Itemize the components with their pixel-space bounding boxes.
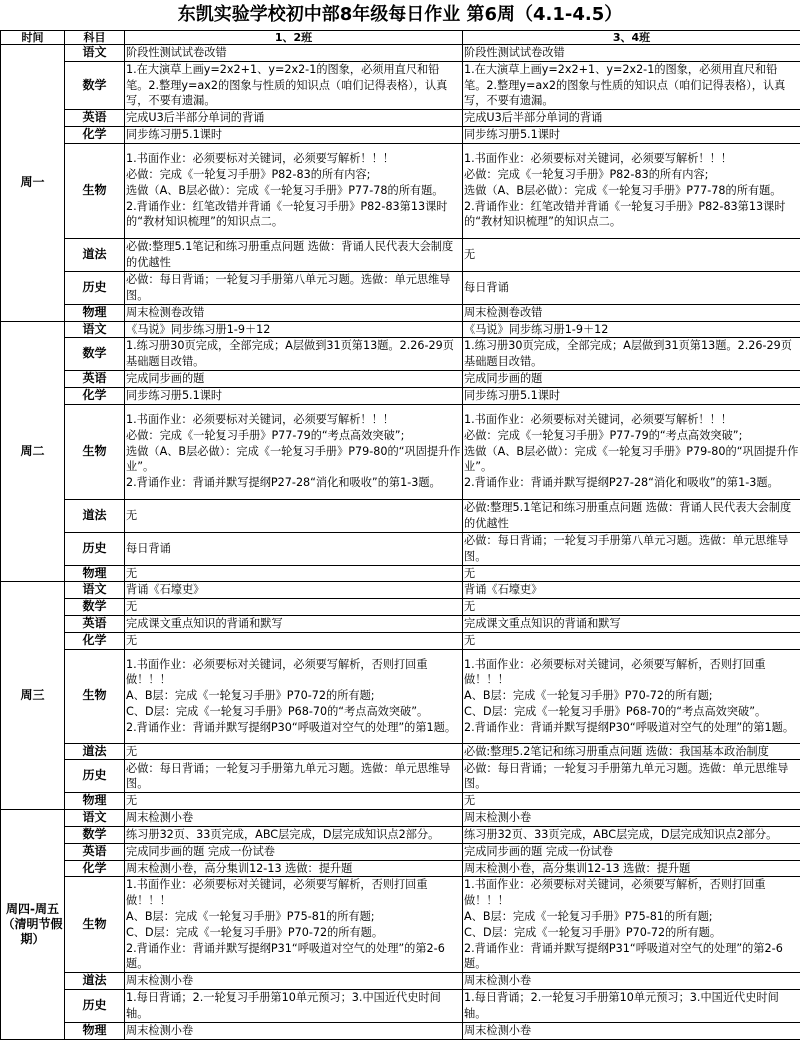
homework-class-1-2: 同步练习册5.1课时 [125, 387, 463, 404]
table-row [1, 826, 800, 843]
homework-class-3-4: 完成U3后半部分单词的背诵 [463, 110, 800, 127]
homework-class-3-4: 1.在大演草上画y=2x2+1、y=2x2-1的图象，必须用直尺和铅笔。2.整理y=ax2的图象与性质的知识点（咱们记得表格），认真写，不要有遗漏。 [463, 61, 800, 109]
table-row [1, 743, 800, 760]
subject-cell: 历史 [65, 532, 125, 565]
homework-class-1-2: 1.每日背诵；2.一轮复习手册第10单元预习；3.中国近代史时间轴。 [125, 989, 463, 1022]
homework-class-3-4: 同步练习册5.1课时 [463, 387, 800, 404]
subject-cell: 化学 [65, 860, 125, 877]
homework-class-1-2: 完成U3后半部分单词的背诵 [125, 110, 463, 127]
homework-class-1-2: 1.书面作业：必须要标对关键词，必须要写解析，否则打回重做！！！ A、B层：完成《一轮复习手册》P70-72的所有题; C、D层：完成《一轮复习手册》P68-70的“考点高效突破”。 2.背诵作业：背诵并默写提纲P30“呼吸道对空气的处理”的第1题。 [125, 649, 463, 743]
table-row [1, 860, 800, 877]
subject-cell: 化学 [65, 387, 125, 404]
homework-class-3-4: 每日背诵 [463, 271, 800, 304]
homework-class-1-2: 周末检测小卷 [125, 810, 463, 827]
homework-class-3-4: 1.练习册30页完成，全部完成；A层做到31页第13题。2.26-29页基础题目改错。 [463, 338, 800, 371]
homework-class-3-4: 无 [463, 238, 800, 271]
homework-class-1-2: 周末检测小卷，高分集训12-13 选做：提升题 [125, 860, 463, 877]
homework-class-3-4: 完成同步画的题 完成一份试卷 [463, 843, 800, 860]
page-title: 东凯实验学校初中部8年级每日作业 第6周（4.1-4.5） [0, 0, 800, 30]
homework-class-3-4: 周末检测卷改错 [463, 304, 800, 321]
header-class-1-2: 1、2班 [125, 31, 463, 45]
homework-class-1-2: 1.书面作业：必须要标对关键词，必须要写解析，否则打回重做！！！ A、B层：完成《一轮复习手册》P75-81的所有题; C、D层：完成《一轮复习手册》P70-72的所有题。 2.背诵作业：背诵并默写提纲P31“呼吸道对空气的处理”的第2-6题。 [125, 877, 463, 973]
homework-class-3-4: 周末检测小卷 [463, 810, 800, 827]
table-row [1, 810, 800, 827]
subject-cell: 道法 [65, 743, 125, 760]
subject-cell: 数学 [65, 61, 125, 109]
homework-class-1-2: 阶段性测试试卷改错 [125, 45, 463, 62]
subject-cell: 英语 [65, 615, 125, 632]
homework-class-1-2: 无 [125, 499, 463, 532]
homework-class-3-4: 完成课文重点知识的背诵和默写 [463, 615, 800, 632]
subject-cell: 物理 [65, 565, 125, 582]
table-row [1, 387, 800, 404]
header-subject: 科目 [65, 31, 125, 45]
homework-class-3-4: 《马说》同步练习册1-9＋12 [463, 321, 800, 338]
homework-class-3-4: 必做:整理5.2笔记和练习册重点问题 选做：我国基本政治制度 [463, 743, 800, 760]
subject-cell: 英语 [65, 843, 125, 860]
table-row [1, 271, 800, 304]
subject-cell: 英语 [65, 370, 125, 387]
table-row [1, 973, 800, 990]
table-row [1, 989, 800, 1022]
table-row [1, 338, 800, 371]
subject-cell: 历史 [65, 760, 125, 793]
table-row [1, 877, 800, 973]
homework-class-1-2: 无 [125, 565, 463, 582]
subject-cell: 生物 [65, 404, 125, 499]
homework-class-1-2: 无 [125, 793, 463, 810]
table-row [1, 499, 800, 532]
homework-class-1-2: 同步练习册5.1课时 [125, 126, 463, 143]
homework-class-1-2: 练习册32页、33页完成，ABC层完成，D层完成知识点2部分。 [125, 826, 463, 843]
table-row [1, 404, 800, 499]
homework-class-3-4: 必做：每日背诵；一轮复习手册第八单元习题。选做：单元思维导图。 [463, 532, 800, 565]
table-row [1, 615, 800, 632]
homework-class-1-2: 背诵《石壕吏》 [125, 582, 463, 599]
homework-body [1, 45, 800, 1040]
subject-cell: 历史 [65, 989, 125, 1022]
homework-class-3-4: 无 [463, 599, 800, 616]
homework-class-1-2: 周末检测小卷 [125, 1022, 463, 1039]
homework-class-1-2: 《马说》同步练习册1-9＋12 [125, 321, 463, 338]
table-row [1, 793, 800, 810]
subject-cell: 数学 [65, 599, 125, 616]
homework-class-1-2: 1.在大演草上画y=2x2+1、y=2x2-1的图象，必须用直尺和铅笔。2.整理y=ax2的图象与性质的知识点（咱们记得表格），认真写，不要有遗漏。 [125, 61, 463, 109]
subject-cell: 道法 [65, 499, 125, 532]
table-row [1, 238, 800, 271]
homework-class-3-4: 练习册32页、33页完成，ABC层完成，D层完成知识点2部分。 [463, 826, 800, 843]
table-row [1, 599, 800, 616]
table-row [1, 45, 800, 62]
table-row [1, 304, 800, 321]
homework-class-3-4: 无 [463, 632, 800, 649]
subject-cell: 化学 [65, 126, 125, 143]
homework-class-1-2: 每日背诵 [125, 532, 463, 565]
homework-class-1-2: 完成同步画的题 完成一份试卷 [125, 843, 463, 860]
homework-class-3-4: 1.书面作业：必须要标对关键词，必须要写解析！！！ 必做：完成《一轮复习手册》P77-79的“考点高效突破”; 选做（A、B层必做）：完成《一轮复习手册》P79-80的“巩固提升作业”。 2.背诵作业：背诵并默写提纲P27-28“消化和吸收”的第1-3题。 [463, 404, 800, 499]
subject-cell: 物理 [65, 793, 125, 810]
homework-class-1-2: 无 [125, 599, 463, 616]
subject-cell: 物理 [65, 304, 125, 321]
homework-class-3-4: 1.书面作业：必须要标对关键词，必须要写解析，否则打回重做！！！ A、B层：完成《一轮复习手册》P70-72的所有题; C、D层：完成《一轮复习手册》P68-70的“考点高效突破”。 2.背诵作业：背诵并默写提纲P30“呼吸道对空气的处理”的第1题。 [463, 649, 800, 743]
table-row [1, 649, 800, 743]
table-row [1, 1022, 800, 1039]
homework-class-3-4: 1.书面作业：必须要标对关键词，必须要写解析，否则打回重做！！！ A、B层：完成《一轮复习手册》P75-81的所有题; C、D层：完成《一轮复习手册》P70-72的所有题。 2.背诵作业：背诵并默写提纲P31“呼吸道对空气的处理”的第2-6题。 [463, 877, 800, 973]
subject-cell: 语文 [65, 582, 125, 599]
homework-class-1-2: 1.书面作业：必须要标对关键词，必须要写解析！！！ 必做：完成《一轮复习手册》P77-79的“考点高效突破”; 选做（A、B层必做）：完成《一轮复习手册》P79-80的“巩固提升作业”。 2.背诵作业：背诵并默写提纲P27-28“消化和吸收”的第1-3题。 [125, 404, 463, 499]
homework-class-3-4: 阶段性测试试卷改错 [463, 45, 800, 62]
subject-cell: 语文 [65, 810, 125, 827]
homework-table [0, 30, 800, 1040]
subject-cell: 语文 [65, 321, 125, 338]
homework-class-1-2: 周末检测卷改错 [125, 304, 463, 321]
homework-class-3-4: 完成同步画的题 [463, 370, 800, 387]
homework-class-3-4: 背诵《石壕吏》 [463, 582, 800, 599]
table-row [1, 61, 800, 109]
homework-class-3-4: 无 [463, 793, 800, 810]
homework-class-3-4: 周末检测小卷 [463, 1022, 800, 1039]
subject-cell: 语文 [65, 45, 125, 62]
homework-class-1-2: 周末检测小卷 [125, 973, 463, 990]
homework-class-3-4: 1.书面作业：必须要标对关键词，必须要写解析！！！ 必做：完成《一轮复习手册》P82-83的所有内容; 选做（A、B层必做）：完成《一轮复习手册》P77-78的所有题。 2.背诵作业：红笔改错并背诵《一轮复习手册》P82-83第13课时的“教材知识梳理”的知识点二。 [463, 143, 800, 238]
homework-class-3-4: 必做：每日背诵；一轮复习手册第九单元习题。选做：单元思维导图。 [463, 760, 800, 793]
subject-cell: 生物 [65, 877, 125, 973]
day-label: 周一 [1, 45, 65, 322]
subject-cell: 化学 [65, 632, 125, 649]
homework-class-1-2: 无 [125, 632, 463, 649]
subject-cell: 生物 [65, 143, 125, 238]
table-row [1, 843, 800, 860]
homework-class-1-2: 完成同步画的题 [125, 370, 463, 387]
day-label: 周二 [1, 321, 65, 582]
subject-cell: 生物 [65, 649, 125, 743]
homework-class-1-2: 1.书面作业：必须要标对关键词，必须要写解析！！！ 必做：完成《一轮复习手册》P82-83的所有内容; 选做（A、B层必做）：完成《一轮复习手册》P77-78的所有题。 2.背诵作业：红笔改错并背诵《一轮复习手册》P82-83第13课时的“教材知识梳理”的知识点二。 [125, 143, 463, 238]
homework-class-1-2: 1.练习册30页完成，全部完成；A层做到31页第13题。2.26-29页基础题目改错。 [125, 338, 463, 371]
subject-cell: 道法 [65, 973, 125, 990]
subject-cell: 历史 [65, 271, 125, 304]
homework-class-3-4: 周末检测小卷，高分集训12-13 选做：提升题 [463, 860, 800, 877]
day-label: 周三 [1, 582, 65, 810]
subject-cell: 数学 [65, 338, 125, 371]
homework-class-1-2: 无 [125, 743, 463, 760]
header-time: 时间 [1, 31, 65, 45]
homework-class-1-2: 必做：每日背诵；一轮复习手册第九单元习题。选做：单元思维导图。 [125, 760, 463, 793]
subject-cell: 道法 [65, 238, 125, 271]
table-row [1, 110, 800, 127]
table-row [1, 532, 800, 565]
homework-class-3-4: 周末检测小卷 [463, 973, 800, 990]
subject-cell: 物理 [65, 1022, 125, 1039]
table-row [1, 321, 800, 338]
homework-class-3-4: 必做:整理5.1笔记和练习册重点问题 选做：背诵人民代表大会制度的优越性 [463, 499, 800, 532]
table-row [1, 760, 800, 793]
table-row [1, 565, 800, 582]
homework-class-1-2: 完成课文重点知识的背诵和默写 [125, 615, 463, 632]
table-row [1, 582, 800, 599]
table-row [1, 126, 800, 143]
table-row [1, 143, 800, 238]
header-row [1, 31, 800, 45]
homework-class-3-4: 无 [463, 565, 800, 582]
homework-class-1-2: 必做：每日背诵；一轮复习手册第八单元习题。选做：单元思维导图。 [125, 271, 463, 304]
homework-class-3-4: 同步练习册5.1课时 [463, 126, 800, 143]
header-class-3-4: 3、4班 [463, 31, 800, 45]
subject-cell: 数学 [65, 826, 125, 843]
subject-cell: 英语 [65, 110, 125, 127]
day-label: 周四-周五（清明节假期） [1, 810, 65, 1040]
homework-class-1-2: 必做:整理5.1笔记和练习册重点问题 选做：背诵人民代表大会制度的优越性 [125, 238, 463, 271]
homework-class-3-4: 1.每日背诵；2.一轮复习手册第10单元预习；3.中国近代史时间轴。 [463, 989, 800, 1022]
table-row [1, 370, 800, 387]
table-row [1, 632, 800, 649]
